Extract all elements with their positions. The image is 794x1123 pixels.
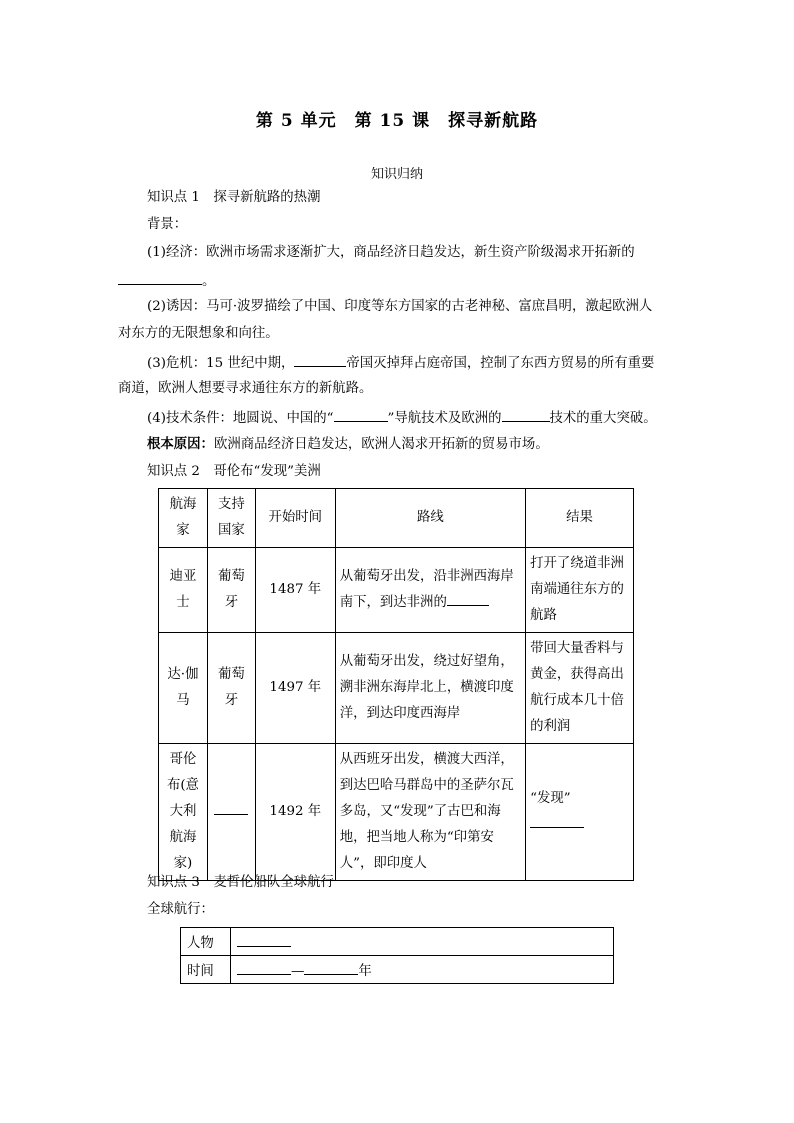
k1-root-label: 根本原因： [147, 436, 214, 452]
k1-crisis-text-b: 帝国灭掉拜占庭帝国，控制了东西方贸易的所有重要 [346, 356, 655, 371]
k1-motive-line2: 对东方的无限想象和向往。 [118, 326, 279, 341]
person-label: 人物 [181, 928, 231, 956]
person-blank[interactable] [237, 933, 291, 947]
k1-heading: 知识点 1 探寻新航路的热潮 [147, 190, 321, 205]
person-cell [231, 928, 614, 956]
table-row [159, 633, 634, 744]
time-row [181, 956, 614, 984]
k1-econ-text: (1)经济：欧洲市场需求逐渐扩大，商品经济日趋发达，新生资产阶级渴求开拓新的 [147, 245, 635, 260]
header-year: 开始时间 [255, 489, 335, 548]
k1-econ-line1 [147, 244, 635, 262]
route-text: 从葡萄牙出发，沿非洲西海岸南下，到达非洲的 [339, 569, 514, 610]
k1-tech-text-a: (4)技术条件：地圆说、中国的“ [147, 411, 334, 426]
page-title: 第 5 单元 第 15 课 探寻新航路 [255, 111, 539, 131]
k1-econ-end: 。 [202, 274, 216, 289]
country-cell: 葡萄牙 [207, 633, 255, 744]
header-route: 路线 [335, 489, 525, 548]
shipbuilding-tech-blank[interactable] [502, 408, 550, 422]
section-subtitle: 知识归纳 [370, 167, 423, 182]
voyage-table [180, 927, 614, 984]
econ-blank[interactable] [118, 271, 202, 285]
header-navigator: 航海家 [159, 489, 208, 548]
country-blank[interactable] [214, 801, 248, 815]
result-cell: 打开了绕道非洲南端通往东方的航路 [526, 548, 634, 633]
empire-blank[interactable] [294, 353, 346, 367]
route-cell: 从西班牙出发，横渡大西洋，到达巴哈马群岛中的圣萨尔瓦多岛，又“发现”了古巴和海地，把当地人称为“印第安人”，即印度人 [335, 744, 525, 881]
discovery-blank[interactable] [530, 814, 584, 828]
navigator-cell: 达·伽马 [159, 633, 208, 744]
k1-tech-text-b: ”导航技术及欧洲的 [387, 411, 502, 426]
k1-background-label: 背景： [147, 217, 188, 232]
time-label: 时间 [181, 956, 231, 984]
year-cell: 1487 年 [255, 548, 335, 633]
k1-root-text: 欧洲商品经济日趋发达，欧洲人渴求开拓新的贸易市场。 [213, 437, 549, 452]
route-cell: 从葡萄牙出发，绕过好望角，溯非洲东海岸北上，横渡印度洋，到达印度西海岸 [335, 633, 525, 744]
person-row [181, 928, 614, 956]
k1-motive-line1: (2)诱因：马可·波罗描绘了中国、印度等东方国家的古老神秘、富庶昌明，激起欧洲人 [147, 299, 653, 314]
k1-crisis-line1 [147, 353, 654, 373]
navigation-tech-blank[interactable] [334, 408, 388, 422]
cape-blank[interactable] [447, 592, 489, 606]
k1-crisis-line2: 商道，欧洲人想要寻求通往东方的新航路。 [118, 381, 373, 396]
year-suffix: 年 [358, 964, 372, 979]
table-row [159, 548, 634, 633]
dash-text: — [291, 964, 305, 979]
table-row [159, 744, 634, 881]
k1-tech-text-c: 技术的重大突破。 [549, 411, 657, 426]
k1-tech-line [147, 408, 657, 428]
end-year-blank[interactable] [304, 961, 358, 975]
result-cell [526, 744, 634, 881]
table-header-row [159, 489, 634, 548]
navigator-cell: 哥伦布(意大利航海家) [159, 744, 208, 881]
country-cell: 葡萄牙 [207, 548, 255, 633]
start-year-blank[interactable] [237, 961, 291, 975]
time-cell [231, 956, 614, 984]
k3-sub: 全球航行： [147, 902, 214, 917]
k1-econ-line2 [118, 271, 215, 291]
route-cell [335, 548, 525, 633]
k1-root-cause [147, 435, 549, 454]
navigators-table [158, 488, 634, 881]
header-country: 支持国家 [207, 489, 255, 548]
result-cell: 带回大量香料与黄金，获得高出航行成本几十倍的利润 [526, 633, 634, 744]
header-result: 结果 [526, 489, 634, 548]
country-cell [207, 744, 255, 881]
result-text: “发现” [530, 791, 571, 806]
year-cell: 1492 年 [255, 744, 335, 881]
year-cell: 1497 年 [255, 633, 335, 744]
navigator-cell: 迪亚士 [159, 548, 208, 633]
k2-heading: 知识点 2 哥伦布“发现”美洲 [147, 464, 321, 479]
k1-crisis-text-a: (3)危机：15 世纪中期， [147, 356, 295, 371]
k3-heading: 知识点 3 麦哲伦船队全球航行 [147, 875, 334, 890]
